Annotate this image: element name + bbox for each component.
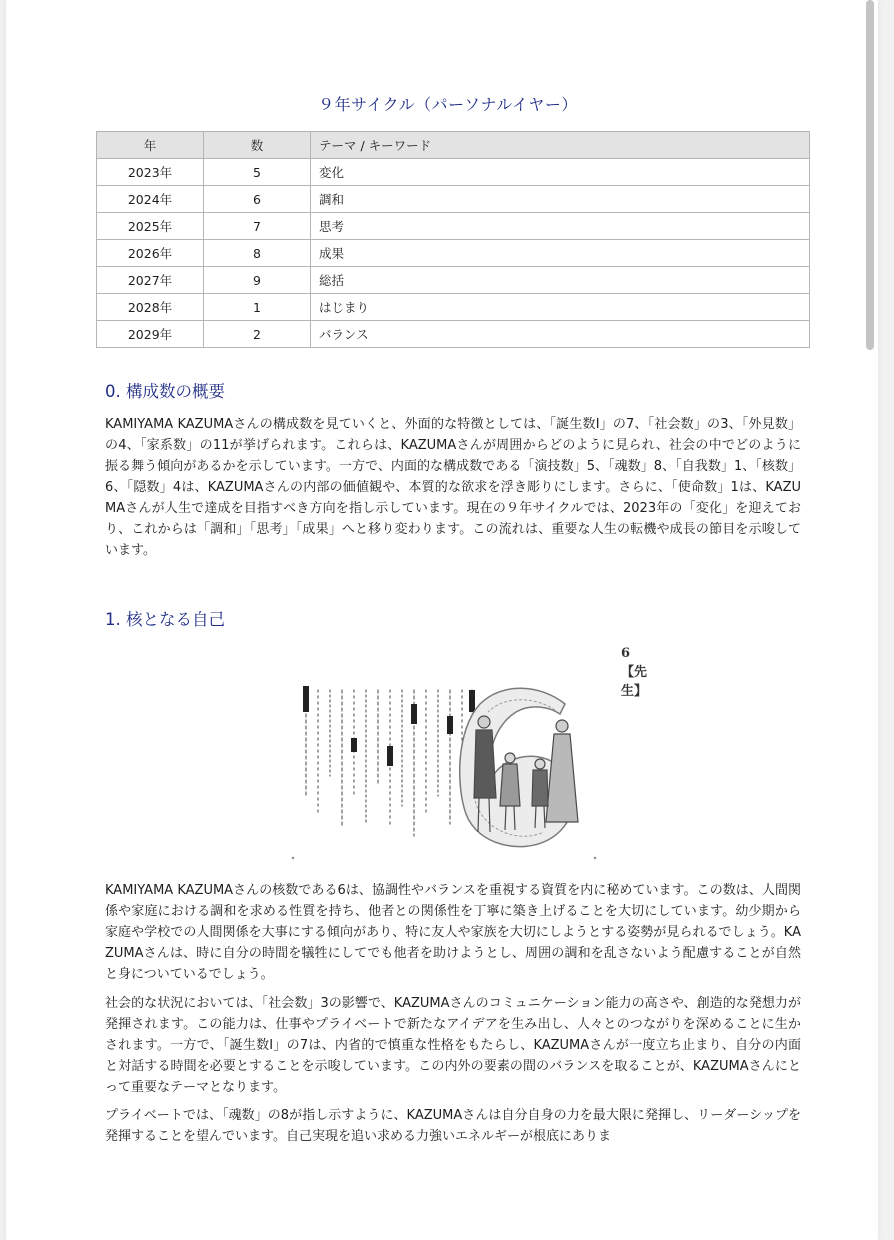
cell-theme: 成果 (311, 240, 810, 267)
cell-theme: はじまり (311, 294, 810, 321)
table-row (97, 240, 810, 267)
document-page (6, 0, 878, 1240)
header-number: 数 (204, 132, 311, 159)
table-title: ９年サイクル（パーソナルイヤー） (318, 95, 578, 114)
cell-theme: 総括 (311, 267, 810, 294)
cell-number: 1 (204, 294, 311, 321)
number-six-illustration (290, 646, 648, 864)
table-row (97, 213, 810, 240)
table-row (97, 186, 810, 213)
cell-number: 6 (204, 186, 311, 213)
section-0-heading: 0. 構成数の概要 (105, 382, 225, 401)
section-1-paragraph-1: KAMIYAMA KAZUMAさんの核数である6は、協調性やバランスを重視する資質を内に秘めています。この数は、人間関係や家庭における調和を求める性質を持ち、他者との関係性を丁寧に築き上げることを大切にしています。幼少期から家庭や学校での人間関係を大事にする傾向があり、特に友人や家族を大切にしようとする姿勢が見られるでしょう。KAZUMAさんは、時に自分の時間を犠牲にしてでも他者を助けようとし、周囲の調和を乱さないよう配慮することが自然と身についているでしょう。 (105, 883, 801, 982)
section-1-paragraph-3: プライベートでは、「魂数」の8が指し示すように、KAZUMAさんは自分自身の力を最大限に発揮し、リーダーシップを発揮することを望んでいます。自己実現を追い求める力強いエネルギーが根底にありま (105, 1108, 801, 1144)
table-header-row (97, 132, 810, 159)
section-0-body: KAMIYAMA KAZUMAさんの構成数を見ていくと、外面的な特徴としては、「誕生数I」の7、「社会数」の3、「外見数」の4、「家系数」の11が挙げられます。これらは、KAZUMAさんが周囲からどのように見られ、社会の中でどのように振る舞う傾向があるかを示しています。一方で、内面的な構成数である「演技数」5、「魂数」8、「自我数」1、「核数」6、「隠数」4は、KAZUMAさんの内部の価値観や、本質的な欲求を浮き彫りにします。さらに、「使命数」1は、KAZUMAさんが人生で達成を目指すべき方向を指し示しています。現在の９年サイクルでは、2023年の「変化」を迎えており、これからは「調和」「思考」「成果」へと移り変わります。この流れは、重要な人生の転機や成長の節目を示唆しています。 (105, 417, 801, 558)
cell-year: 2024年 (97, 186, 204, 213)
bold-column-heads (303, 686, 475, 766)
scrollbar[interactable] (866, 0, 874, 350)
cell-year: 2026年 (97, 240, 204, 267)
header-theme: テーマ / キーワード (311, 132, 810, 159)
cell-year: 2027年 (97, 267, 204, 294)
cell-theme: 思考 (311, 213, 810, 240)
section-1-paragraph-2: 社会的な状況においては、「社会数」3の影響で、KAZUMAさんのコミュニケーション能力の高さや、創造的な発想力が発揮されます。この能力は、仕事やプライベートで新たなアイデアを生み出し、人々とのつながりを深めることに生かされます。一方で、「誕生数I」の7は、内省的で慎重な性格をもたらし、KAZUMAさんが一度立ち止まり、自分の内面と対話する時間を必要とすることを示唆しています。この内外の要素の間のバランスを取ることが、KAZUMAさんにとって重要なテーマとなります。 (105, 996, 801, 1095)
illustration-graphic (290, 646, 610, 864)
table-row (97, 267, 810, 294)
table-row (97, 321, 810, 348)
cell-number: 7 (204, 213, 311, 240)
cell-number: 5 (204, 159, 311, 186)
table-row (97, 294, 810, 321)
figure-caption: 6【先生】 (621, 646, 648, 699)
header-year: 年 (97, 132, 204, 159)
cell-year: 2025年 (97, 213, 204, 240)
cell-theme: 調和 (311, 186, 810, 213)
cell-year: 2023年 (97, 159, 204, 186)
cell-number: 8 (204, 240, 311, 267)
cell-theme: バランス (311, 321, 810, 348)
cell-number: 2 (204, 321, 311, 348)
cell-theme: 変化 (311, 159, 810, 186)
personal-year-table (96, 131, 810, 348)
cell-year: 2028年 (97, 294, 204, 321)
cell-number: 9 (204, 267, 311, 294)
table-row (97, 159, 810, 186)
cell-year: 2029年 (97, 321, 204, 348)
section-1-heading: 1. 核となる自己 (105, 610, 225, 629)
